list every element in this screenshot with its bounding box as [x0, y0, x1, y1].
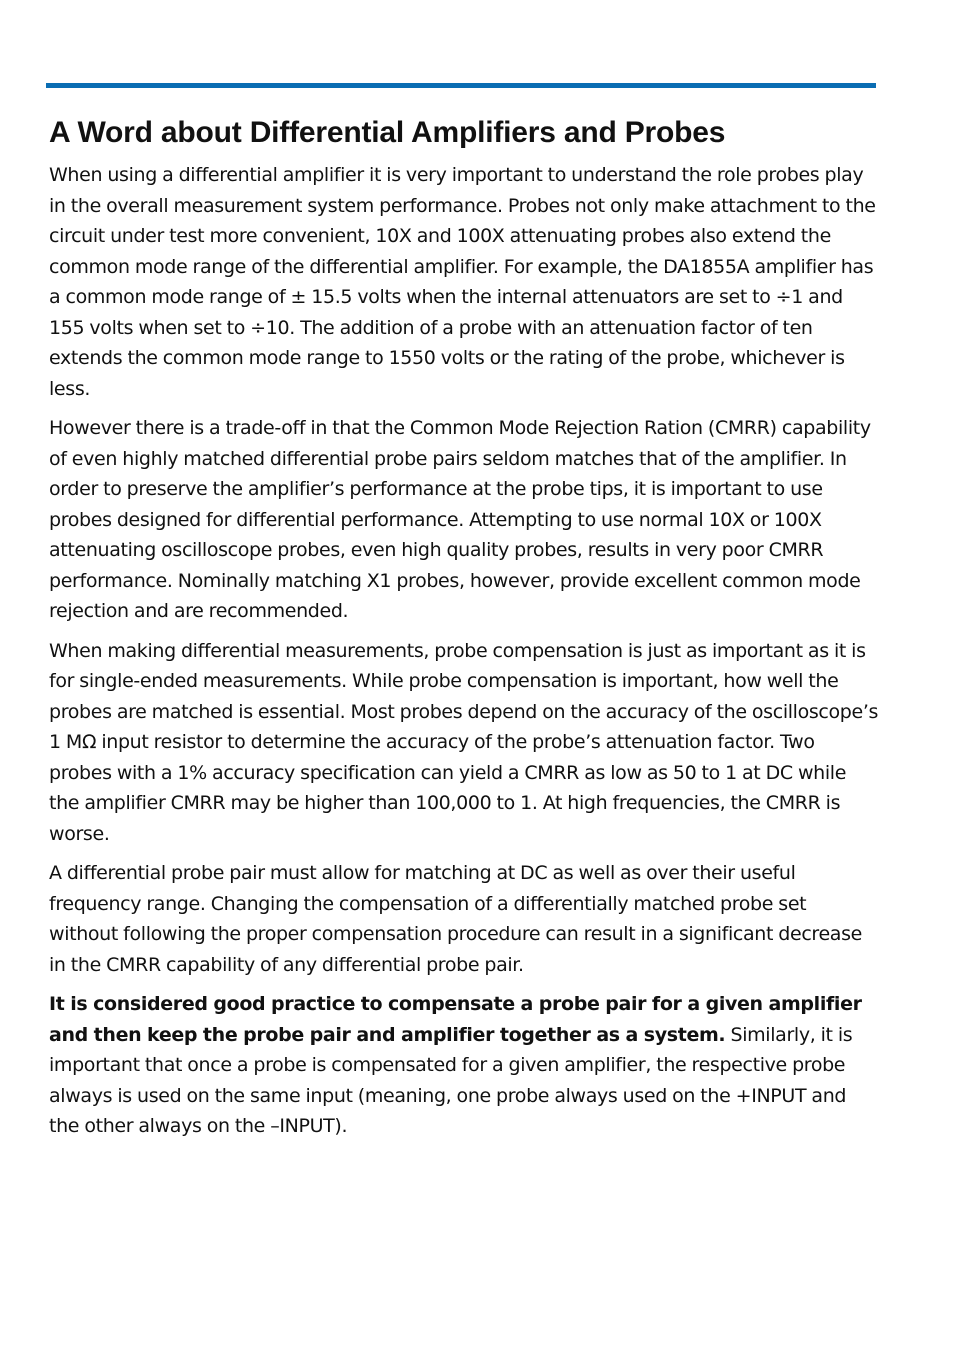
- paragraph-cmrr-tradeoff: However there is a trade-off in that the Common Mode Rejection Ration (CMRR) capability of even highly matched differential probe pairs seldom matches that of the amplifier. In order to preserve the amplifier’s performance at the probe tips, it is important to use probes designed for differential performance. Attempting to use normal 10X or 100X attenuating oscilloscope probes, even high quality probes, results in very poor CMRR performance. Nominally matching X1 probes, however, provide excellent common mode rejection and are recommended.: [49, 417, 871, 622]
- paragraph-probe-matching: A differential probe pair must allow for matching at DC as well as over their useful frequency range. Changing the compensation of a differentially matched probe set without following the proper compensation procedure can result in a significant decrease in the CMRR capability of any differential probe pair.: [49, 862, 862, 976]
- good-practice-emphasis: It is considered good practice to compensate a probe pair for a given amplifier and then keep the probe pair and amplifier together as a system.: [49, 993, 862, 1046]
- paragraph-good-practice: [49, 989, 879, 1142]
- section-content: [49, 112, 879, 1151]
- header-rule: [46, 83, 876, 88]
- section-heading: A Word about Differential Amplifiers and Probes: [49, 116, 726, 149]
- paragraph-common-mode-range: When using a differential amplifier it is very important to understand the role probes play in the overall measurement system performance. Probes not only make attachment to the circuit under test more convenient, 10X and 100X attenuating probes also extend the common mode range of the differential amplifier. For example, the DA1855A amplifier has a common mode range of ± 15.5 volts when the internal attenuators are set to ÷1 and 155 volts when set to ÷10. The addition of a probe with an attenuation factor of ten extends the common mode range to 1550 volts or the rating of the probe, whichever is less.: [49, 164, 876, 400]
- paragraph-probe-compensation: When making differential measurements, probe compensation is just as important as it is for single-ended measurements. While probe compensation is important, how well the probes are matched is essential. Most probes depend on the accuracy of the oscilloscope’s 1 MΩ input resistor to determine the accuracy of the probe’s attenuation factor. Two probes with a 1% accuracy specification can yield a CMRR as low as 50 to 1 at DC while the amplifier CMRR may be higher than 100,000 to 1. At high frequencies, the CMRR is worse.: [49, 639, 879, 845]
- good-practice-text: Similarly, it is important that once a probe is compensated for a given amplifier, the respective probe always is used on the same input (meaning, one probe always used on the +INPUT and the other always on the –INPUT).: [49, 1023, 853, 1137]
